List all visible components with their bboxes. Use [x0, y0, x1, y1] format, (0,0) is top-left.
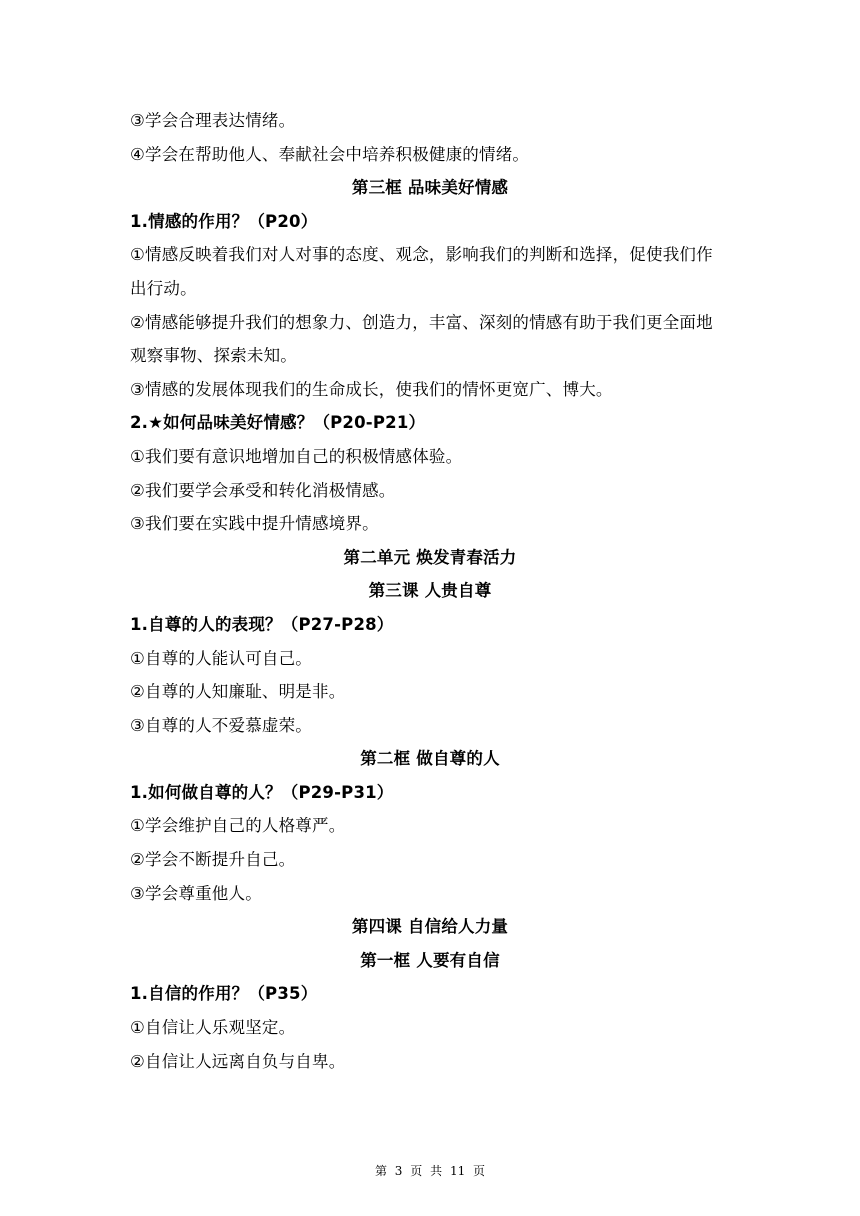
- paragraph: 观察事物、探索未知。: [130, 346, 297, 366]
- footer-suffix: 页: [473, 1164, 486, 1178]
- paragraph: ③我们要在实践中提升情感境界。: [130, 514, 379, 534]
- section-heading: 第三框 品味美好情感: [351, 178, 509, 198]
- footer-total-word: 共: [430, 1164, 443, 1178]
- paragraph: ①情感反映着我们对人对事的态度、观念，影响我们的判断和选择，促使我们作: [130, 245, 713, 265]
- paragraph: ①自信让人乐观坚定。: [130, 1018, 296, 1038]
- page-footer: [0, 1163, 860, 1179]
- paragraph: ④学会在帮助他人、奉献社会中培养积极健康的情绪。: [130, 144, 530, 164]
- paragraph: ②我们要学会承受和转化消极情感。: [130, 480, 396, 500]
- question-heading: 1.如何做自尊的人？（P29-P31）: [130, 782, 394, 802]
- paragraph: 出行动。: [130, 278, 197, 298]
- paragraph: ②自信让人远离自负与自卑。: [130, 1051, 346, 1071]
- footer-total-pages: 11: [449, 1164, 466, 1178]
- lesson-heading: 第四课 自信给人力量: [351, 917, 509, 937]
- footer-page-word: 页: [410, 1164, 423, 1178]
- document-body: [130, 104, 730, 1078]
- paragraph: ③自尊的人不爱慕虚荣。: [130, 715, 312, 735]
- lesson-heading: 第三课 人贵自尊: [368, 581, 492, 601]
- section-heading: 第二框 做自尊的人: [360, 749, 500, 769]
- section-heading: 第一框 人要有自信: [360, 950, 500, 970]
- footer-current-page: 3: [394, 1164, 403, 1178]
- paragraph: ①自尊的人能认可自己。: [130, 648, 312, 668]
- question-heading: 1.情感的作用？（P20）: [130, 211, 318, 231]
- paragraph: ③学会尊重他人。: [130, 883, 262, 903]
- paragraph: ③学会合理表达情绪。: [130, 111, 296, 130]
- paragraph: ②自尊的人知廉耻、明是非。: [130, 682, 346, 702]
- paragraph: ①我们要有意识地增加自己的积极情感体验。: [130, 446, 463, 466]
- paragraph: ③情感的发展体现我们的生命成长，使我们的情怀更宽广、博大。: [130, 379, 613, 399]
- question-heading: 1.自尊的人的表现？（P27-P28）: [130, 614, 394, 634]
- paragraph: ②情感能够提升我们的想象力、创造力，丰富、深刻的情感有助于我们更全面地: [130, 312, 713, 332]
- question-heading: 2.★如何品味美好情感？（P20-P21）: [130, 413, 426, 433]
- paragraph: ①学会维护自己的人格尊严。: [130, 816, 346, 836]
- footer-prefix: 第: [374, 1164, 387, 1178]
- paragraph: ②学会不断提升自己。: [130, 850, 296, 870]
- unit-heading: 第二单元 焕发青春活力: [343, 547, 517, 567]
- question-heading: 1.自信的作用？（P35）: [130, 984, 318, 1004]
